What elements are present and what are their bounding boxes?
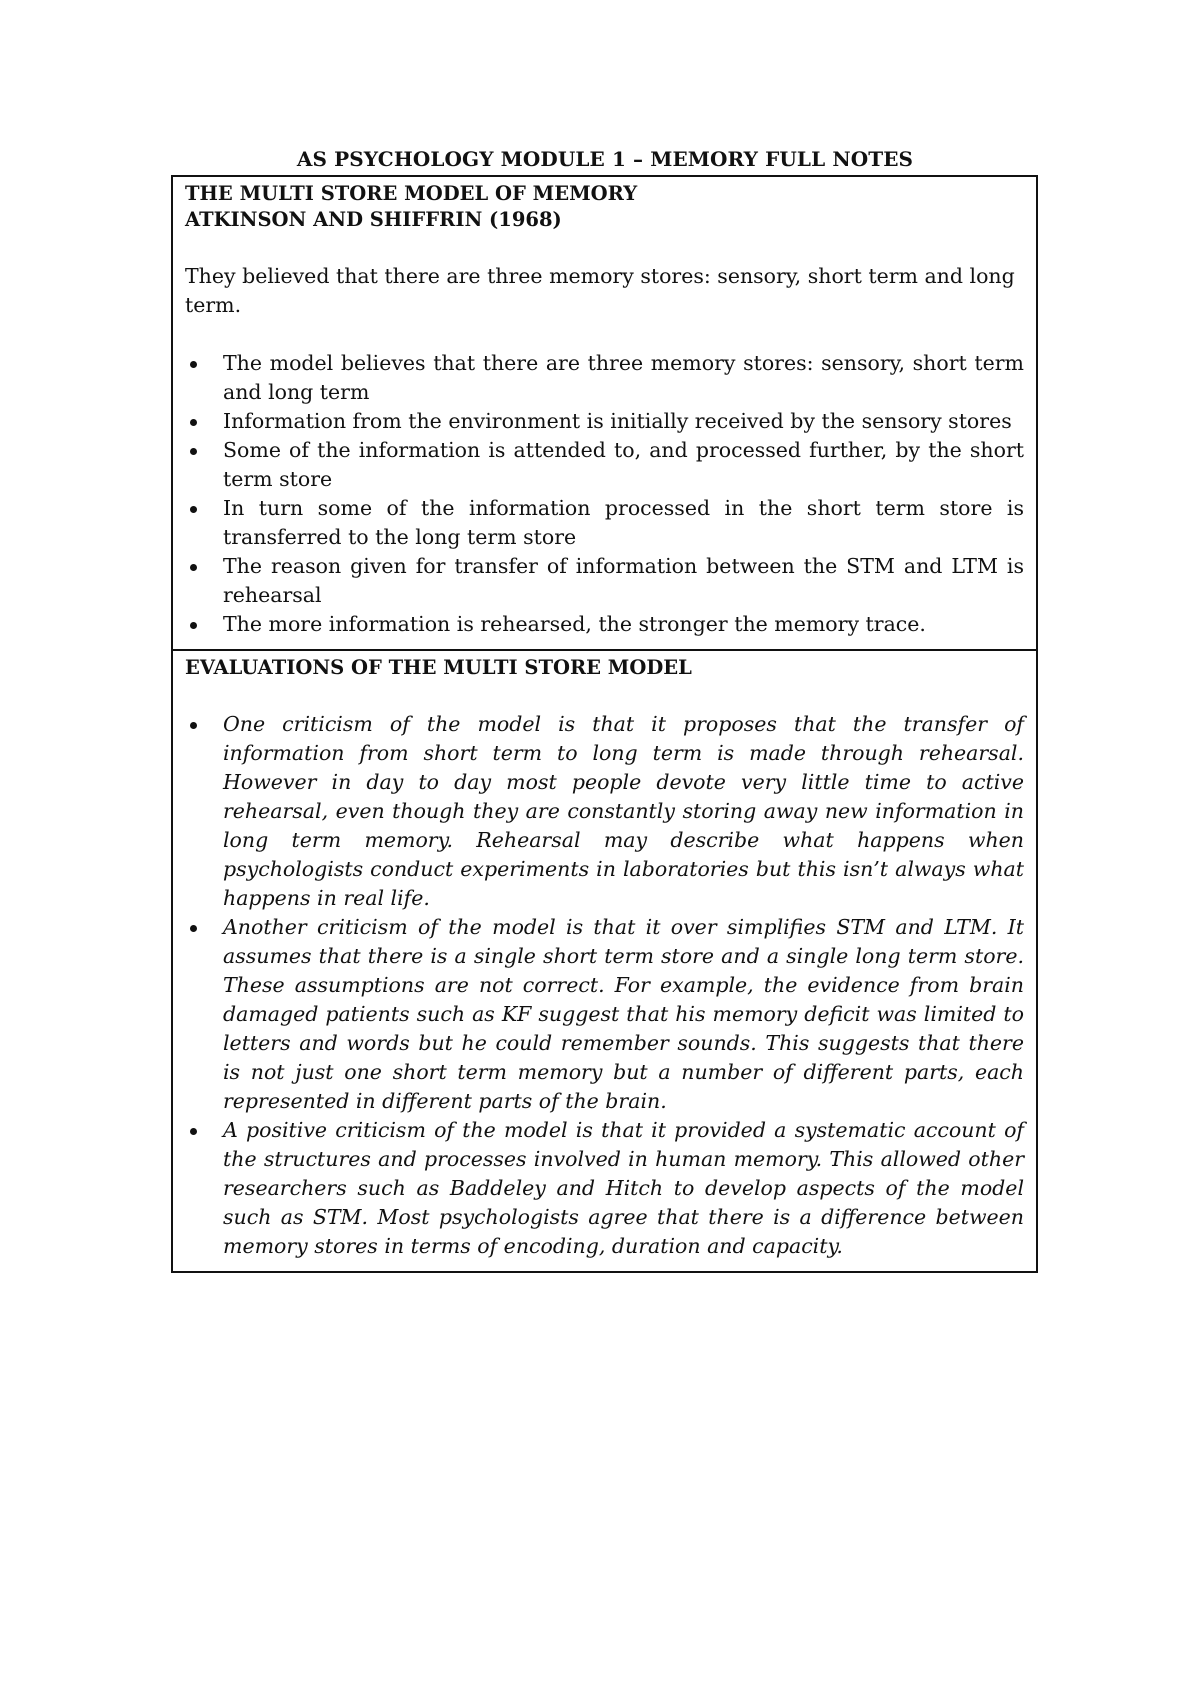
list-item: The more information is rehearsed, the stronger the memory trace. (185, 610, 1024, 639)
section-subheading: ATKINSON AND SHIFFRIN (1968) (185, 208, 562, 231)
list-item: A positive criticism of the model is that it provided a systematic account of the structures and processes involved in human memory. This allowed other researchers such as Baddeley and Hitch to develop aspects of the model such as STM. Most psychologists agree that there is a difference between memory stores in terms of encoding, duration and capacity. (185, 1116, 1024, 1261)
list-item: Another criticism of the model is that it over simplifies STM and LTM. It assumes that there is a single short term store and a single long term store. These assumptions are not correct. For example, the evidence from brain damaged patients such as KF suggest that his memory deficit was limited to letters and words but he could remember sounds. This suggests that there is not just one short term memory but a number of different parts, each represented in different parts of the brain. (185, 913, 1024, 1116)
list-item: Information from the environment is initially received by the sensory stores (185, 407, 1024, 436)
list-item: In turn some of the information processed in the short term store is transferred to the long term store (185, 494, 1024, 552)
list-item: Some of the information is attended to, and processed further, by the short term store (185, 436, 1024, 494)
section-evaluations (173, 649, 1036, 1271)
intro-paragraph: They believed that there are three memory stores: sensory, short term and long term. (185, 264, 1015, 317)
section-heading: THE MULTI STORE MODEL OF MEMORY (185, 182, 638, 205)
list-item: The model believes that there are three memory stores: sensory, short term and long term (185, 349, 1024, 407)
section-multi-store-model (173, 177, 1036, 649)
bullet-list (185, 710, 1024, 1261)
document-title: AS PSYCHOLOGY MODULE 1 – MEMORY FULL NOTES (296, 147, 914, 171)
section-heading: EVALUATIONS OF THE MULTI STORE MODEL (185, 656, 692, 679)
list-item: The reason given for transfer of information between the STM and LTM is rehearsal (185, 552, 1024, 610)
list-item: One criticism of the model is that it proposes that the transfer of information from short term to long term is made through rehearsal. However in day to day most people devote very little time to active rehearsal, even though they are constantly storing away new information in long term memory. Rehearsal may describe what happens when psychologists conduct experiments in laboratories but this isn’t always what happens in real life. (185, 710, 1024, 913)
notes-table (171, 175, 1038, 1273)
bullet-list (185, 349, 1024, 639)
